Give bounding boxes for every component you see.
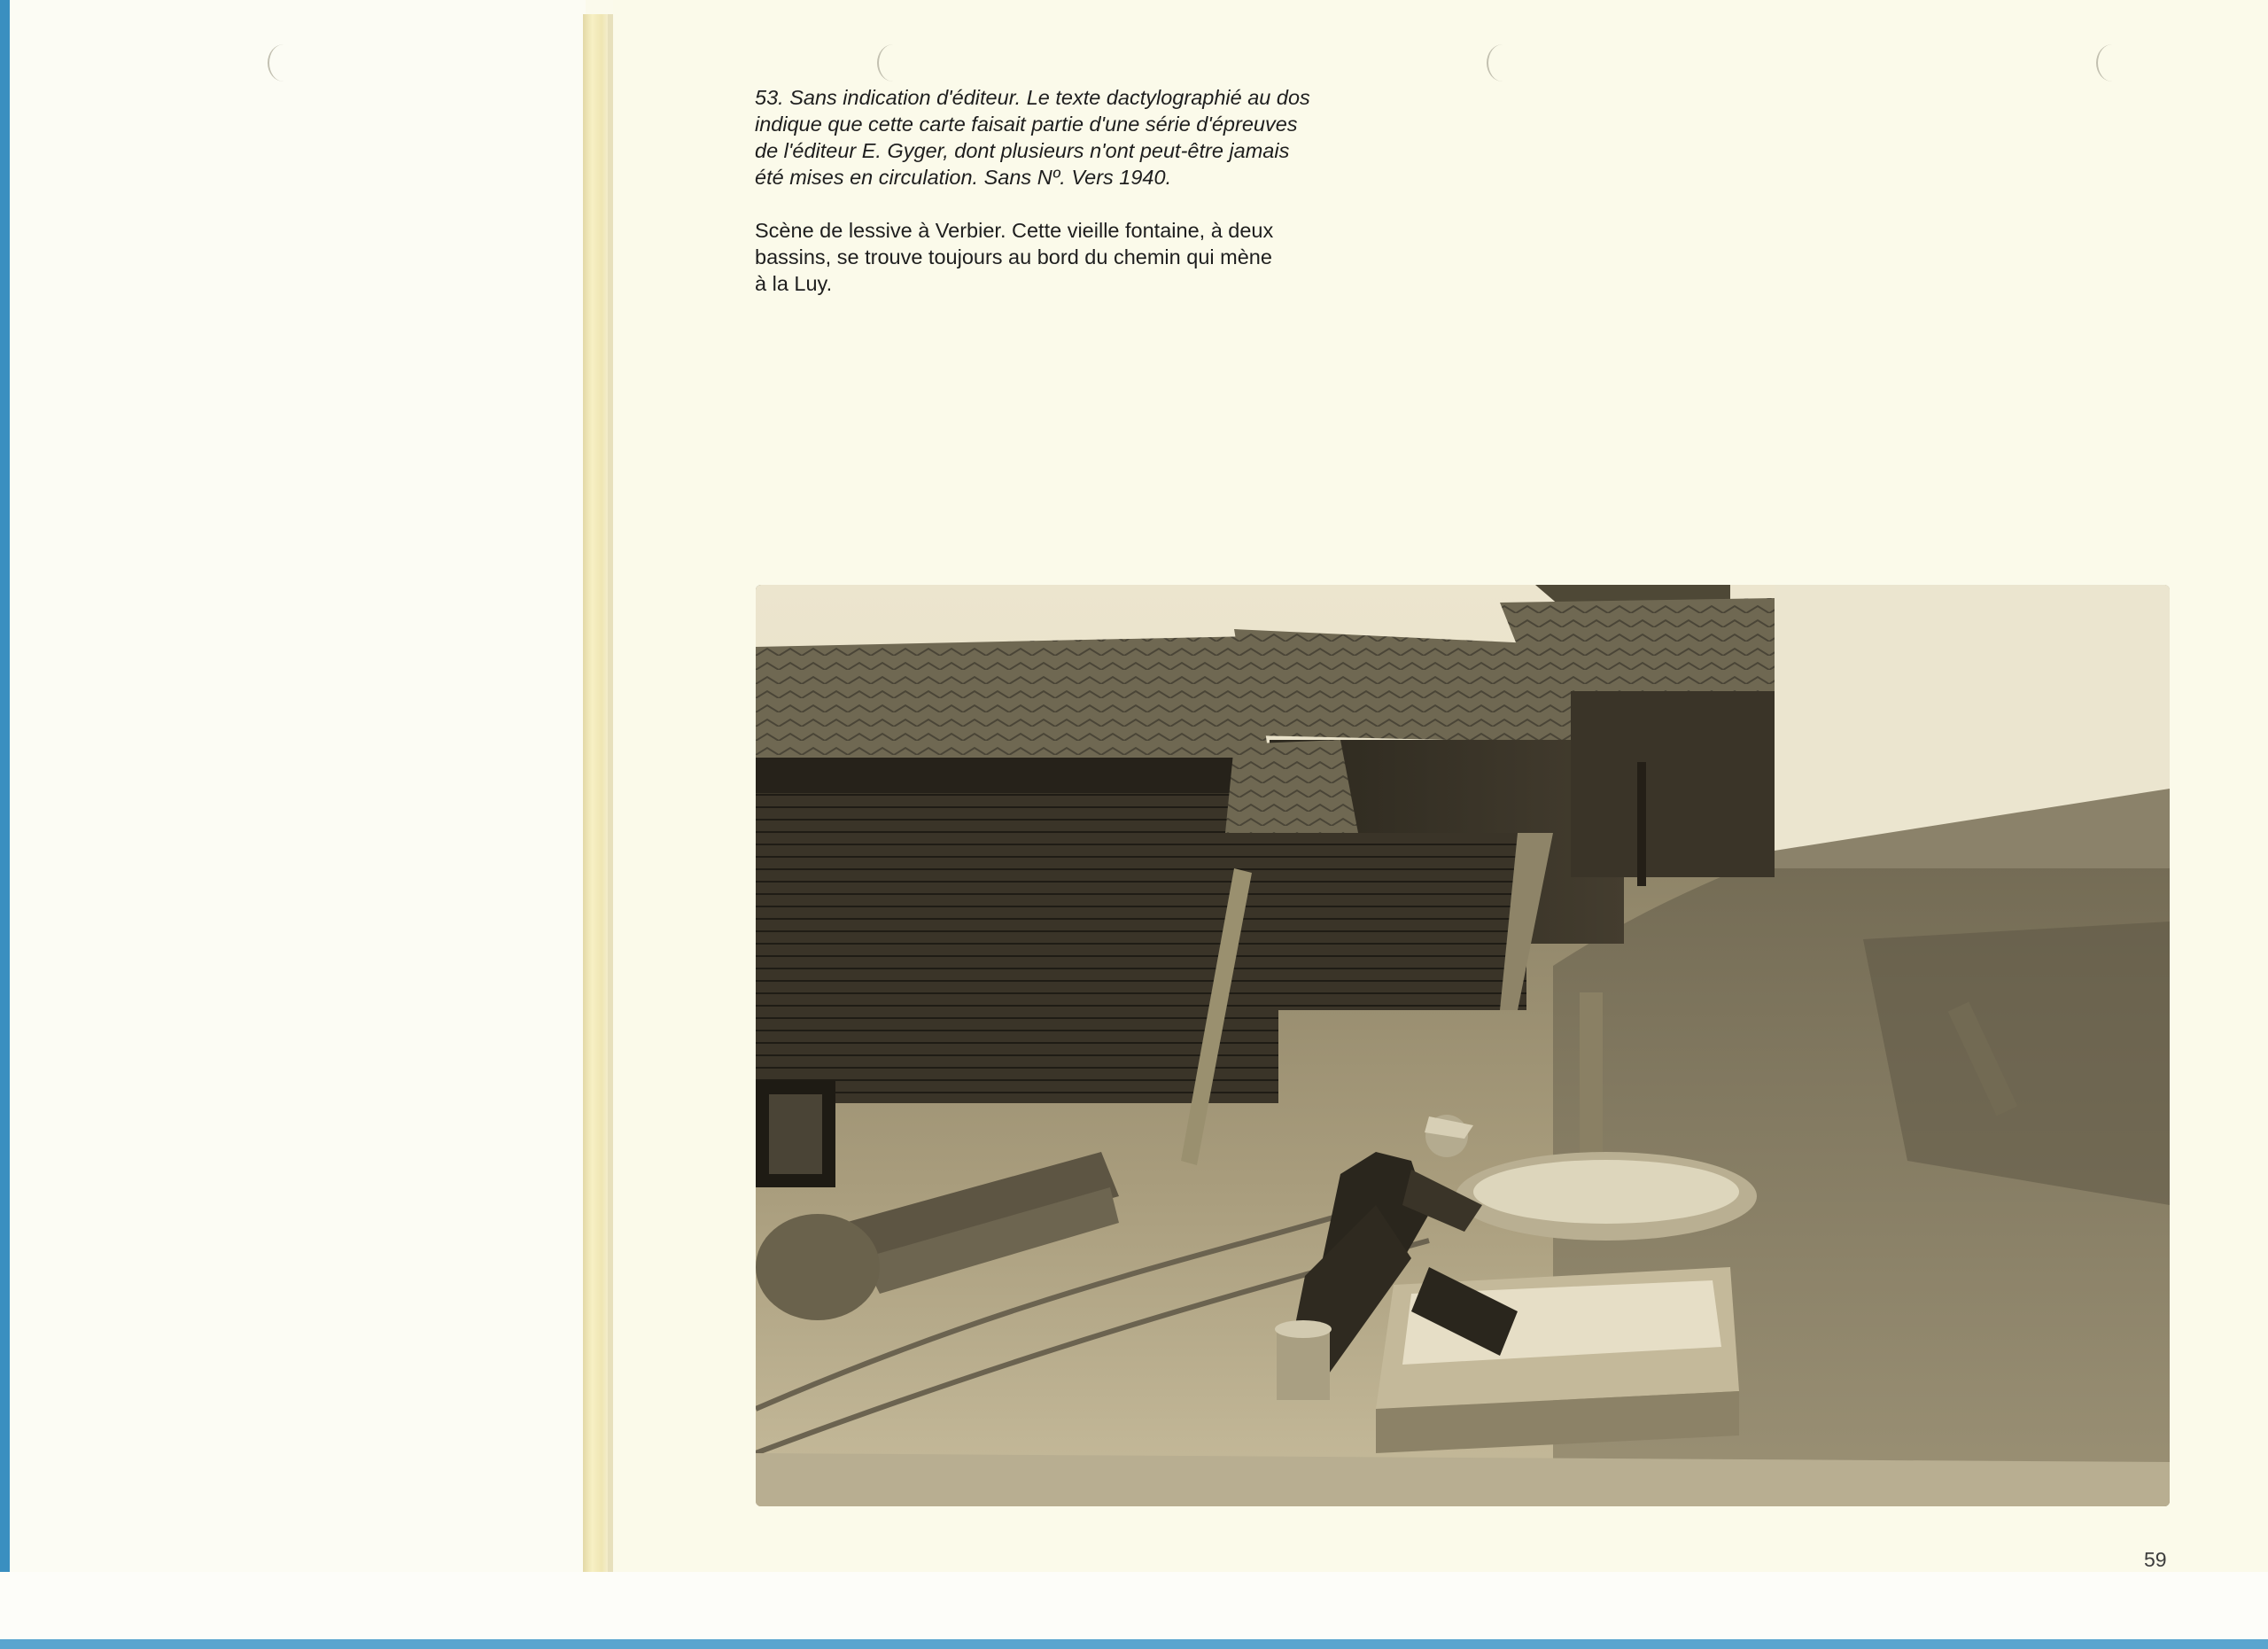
photo-description (755, 217, 1393, 297)
sepia-photograph (756, 585, 2170, 1506)
photo-illustration (756, 585, 2170, 1506)
punch-hole-mark (877, 44, 909, 82)
left-page-blank (10, 0, 586, 1639)
description-line: à la Luy. (755, 272, 833, 295)
punch-hole-mark (1487, 44, 1518, 82)
caption-line: indique que cette carte faisait partie d'une série d'épreuves (755, 113, 1298, 136)
book-binding (583, 14, 610, 1572)
scanner-edge-bottom (0, 1639, 2268, 1649)
page-bottom-margin (0, 1572, 2268, 1639)
photo-caption (755, 84, 1446, 191)
scanner-edge (0, 0, 10, 1649)
page-number: 59 (2144, 1548, 2167, 1571)
caption-line: de l'éditeur E. Gyger, dont plusieurs n'ont peut-être jamais (755, 139, 1290, 162)
caption-line: été mises en circulation. Sans Nº. Vers 1940. (755, 166, 1172, 189)
description-line: Scène de lessive à Verbier. Cette vieille fontaine, à deux (755, 219, 1274, 242)
punch-hole-mark (2096, 44, 2128, 82)
caption-line: 53. Sans indication d'éditeur. Le texte dactylographié au dos (755, 86, 1310, 109)
punch-hole-mark (268, 44, 299, 82)
description-line: bassins, se trouve toujours au bord du chemin qui mène (755, 245, 1272, 268)
